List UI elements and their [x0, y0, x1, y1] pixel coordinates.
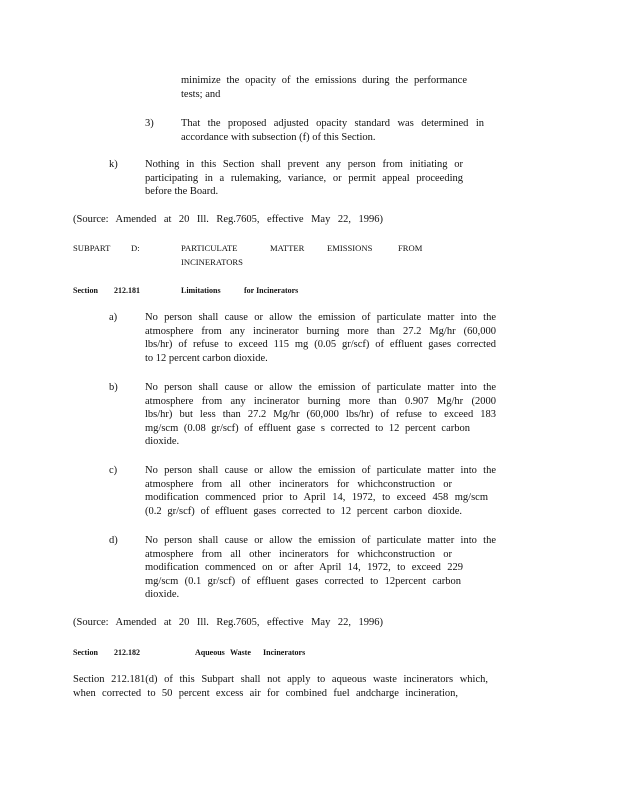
text-line: modification commenced prior to April 14, 1972, to exceed 458 mg/scm: [145, 492, 488, 504]
section-number: 212.181: [114, 286, 140, 295]
source-note: (Source: Amended at 20 Ill. Reg.7605, effective May 22, 1996): [73, 214, 383, 225]
subpart-title-word: FROM: [398, 243, 423, 253]
text-line: mg/scm (0.1 gr/scf) of effluent gases corrected to 12percent carbon: [145, 575, 461, 587]
text-line: accordance with subsection (f) of this Section.: [181, 131, 376, 143]
item-3-text: [181, 117, 484, 144]
final-paragraph: [73, 673, 488, 700]
text-line: mg/scm (0.08 gr/scf) of effluent gase s corrected to 12 percent carbon: [145, 422, 470, 434]
section-number: 212.182: [114, 648, 140, 657]
subpart-letter: D:: [131, 243, 140, 253]
para-a-text: [145, 311, 496, 365]
text-line: to 12 percent carbon dioxide.: [145, 352, 268, 364]
text-line: No person shall cause or allow the emission of particulate matter into the: [145, 382, 496, 393]
para-c-text: [145, 464, 496, 518]
text-line: That the proposed adjusted opacity standard was determined in: [181, 118, 484, 129]
item-k-text: [145, 158, 463, 199]
section-word: Section: [73, 648, 98, 657]
subpart-title-word: INCINERATORS: [181, 257, 243, 267]
section-title: Aqueous: [195, 648, 225, 657]
para-d-label: d): [109, 535, 118, 546]
text-line: modification commenced on or after April 14, 1972, to exceed 229: [145, 562, 463, 574]
section-title: for Incinerators: [244, 286, 299, 295]
text-line: No person shall cause or allow the emission of particulate matter into the: [145, 535, 496, 546]
item-k-label: k): [109, 159, 118, 170]
para-a-label: a): [109, 312, 118, 323]
text-line: Nothing in this Section shall prevent any person from initiating or: [145, 159, 463, 170]
subpart-title-word: PARTICULATE: [181, 243, 238, 253]
text-line: minimize the opacity of the emissions during the performance: [181, 75, 467, 86]
text-line: lbs/hr) but less than 27.2 Mg/hr (60,000 lbs/hr) of refuse to exceed 183: [145, 409, 496, 421]
text-line: atmosphere from all other incinerators for whichconstruction or: [145, 478, 452, 490]
continuation-text: [181, 74, 467, 101]
text-line: atmosphere from any incinerator burning more than 27.2 Mg/hr (60,000: [145, 325, 496, 337]
section-title: Waste: [230, 648, 251, 657]
text-line: No person shall cause or allow the emission of particulate matter into the: [145, 465, 496, 476]
subpart-title-word: EMISSIONS: [327, 243, 373, 253]
text-line: participating in a rulemaking, variance, or permit appeal proceeding: [145, 172, 463, 184]
text-line: (0.2 gr/scf) of effluent gases corrected to 12 percent carbon dioxide.: [145, 505, 462, 517]
subpart-word: SUBPART: [73, 243, 111, 253]
item-3-label: 3): [145, 118, 154, 129]
text-line: dioxide.: [145, 436, 180, 448]
text-line: dioxide.: [145, 589, 180, 601]
text-line: lbs/hr) of refuse to exceed 115 mg (0.05 gr/scf) of effluent gases corrected: [145, 339, 496, 351]
text-line: before the Board.: [145, 186, 219, 198]
para-b-text: [145, 381, 496, 449]
text-line: No person shall cause or allow the emission of particulate matter into the: [145, 312, 496, 323]
source-note: (Source: Amended at 20 Ill. Reg.7605, effective May 22, 1996): [73, 617, 383, 628]
para-d-text: [145, 534, 496, 602]
text-line: atmosphere from any incinerator burning more than 0.907 Mg/hr (2000: [145, 395, 496, 407]
text-line: atmosphere from all other incinerators for whichconstruction or: [145, 548, 452, 560]
para-c-label: c): [109, 465, 118, 476]
section-title: Limitations: [181, 286, 221, 295]
text-line: when corrected to 50 percent excess air for combined fuel andcharge incineration,: [73, 687, 458, 699]
text-line: tests; and: [181, 88, 221, 100]
text-line: Section 212.181(d) of this Subpart shall not apply to aqueous waste incinerators which,: [73, 674, 488, 685]
para-b-label: b): [109, 382, 118, 393]
section-word: Section: [73, 286, 98, 295]
section-title: Incinerators: [263, 648, 306, 657]
subpart-title-word: MATTER: [270, 243, 305, 253]
